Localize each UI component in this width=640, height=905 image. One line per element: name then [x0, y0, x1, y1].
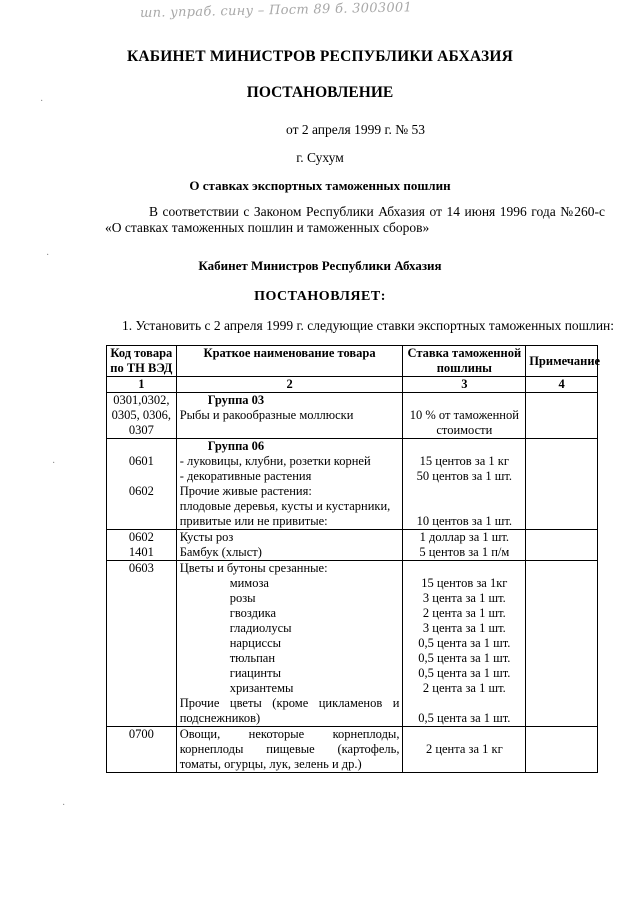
column-numbers-row: [107, 377, 598, 393]
rate-cell: [403, 561, 526, 727]
note-cell: [526, 393, 598, 439]
header-rate: Ставка таможенной пошлины: [403, 346, 526, 377]
name-cell: [176, 561, 403, 727]
goods-name: - декоративные растения: [179, 469, 312, 483]
header-name: Краткое наименование товара: [176, 346, 403, 377]
table-row-vegetables: [107, 727, 598, 773]
column-number: 3: [403, 377, 526, 393]
code-line: 0602: [128, 530, 154, 544]
rate-cell: [403, 393, 526, 439]
flower-name: гладиолусы: [229, 621, 292, 635]
rate-line: 50 центов за 1 шт.: [416, 469, 513, 483]
rate-line: 10 % от таможенной: [409, 408, 519, 422]
scan-speck: ·: [46, 250, 50, 261]
clause-1: 1. Установить с 2 апреля 1999 г. следующие ставки экспортных таможенных пошлин:: [122, 318, 615, 333]
note-cell: [526, 530, 598, 561]
group-label: Группа 03: [207, 393, 265, 407]
code-line: 0601: [128, 454, 154, 468]
document-city: г. Сухум: [296, 150, 344, 165]
note-cell: [526, 727, 598, 773]
flower-name: нарциссы: [229, 636, 282, 650]
name-cell: [176, 393, 403, 439]
table-row-group-06: [107, 439, 598, 530]
table-row-cut-flowers: [107, 561, 598, 727]
goods-name: Кусты роз: [179, 530, 234, 544]
code-cell: [107, 530, 177, 561]
document-type: ПОСТАНОВЛЕНИЕ: [246, 84, 394, 101]
document-date-number: от 2 апреля 1999 г. № 53: [286, 122, 425, 137]
rate-line: 3 цента за 1 шт.: [422, 591, 506, 605]
code-line: 0301,0302,: [113, 393, 170, 407]
code-line: 0305, 0306,: [111, 408, 172, 422]
note-cell: [526, 439, 598, 530]
code-cell: 0603: [107, 561, 177, 727]
rate-cell: [403, 530, 526, 561]
code-cell: 0700: [107, 727, 177, 773]
rate-line: 3 цента за 1 шт.: [422, 621, 506, 635]
note-cell: [526, 561, 598, 727]
table-header-row: [107, 346, 598, 377]
organization-title: КАБИНЕТ МИНИСТРОВ РЕСПУБЛИКИ АБХАЗИЯ: [126, 48, 514, 65]
issuing-authority: Кабинет Министров Республики Абхазия: [198, 258, 442, 273]
column-number: 2: [176, 377, 403, 393]
flower-name: гвоздика: [229, 606, 277, 620]
header-note: Примечание: [526, 346, 598, 377]
goods-name: плодовые деревья, кусты и кустарники,: [179, 499, 391, 513]
scan-speck: ·: [62, 800, 66, 811]
flower-name: розы: [229, 591, 256, 605]
rate-line: 0,5 цента за 1 шт.: [418, 636, 511, 650]
rate-cell: 2 цента за 1 кг: [403, 727, 526, 773]
goods-name: Прочие живые растения:: [179, 484, 312, 498]
header-code: Код товара по ТН ВЭД: [107, 346, 177, 377]
flower-name: гиацинты: [229, 666, 281, 680]
rate-cell: [403, 439, 526, 530]
code-line: 1401: [128, 545, 154, 559]
flower-name: мимоза: [229, 576, 269, 590]
code-cell: [107, 393, 177, 439]
rate-line: 0,5 цента за 1 шт.: [418, 651, 511, 665]
preamble-paragraph: В соответствии с Законом Республики Абхазия от 14 июня 1996 года №260-с «О ставках таможенных пошлин и таможенных сборов»: [105, 204, 605, 235]
document-subject: О ставках экспортных таможенных пошлин: [189, 178, 451, 193]
column-number: 4: [526, 377, 598, 393]
rate-line: 0,5 цента за 1 шт.: [418, 711, 511, 725]
rate-line: 15 центов за 1 кг: [419, 454, 509, 468]
goods-name: Рыбы и ракообразные моллюски: [179, 408, 354, 422]
goods-name: Цветы и бутоны срезанные:: [179, 561, 328, 575]
goods-name: - луковицы, клубни, розетки корней: [179, 454, 371, 468]
name-cell: Овощи, некоторые корнеплоды, корнеплоды пищевые (картофель, томаты, огурцы, лук, зелень и др.): [176, 727, 403, 773]
column-number: 1: [107, 377, 177, 393]
scan-speck: ·: [52, 458, 56, 469]
flower-name: тюльпан: [229, 651, 276, 665]
group-label: Группа 06: [207, 439, 265, 453]
rate-line: 5 центов за 1 п/м: [419, 545, 510, 559]
rate-line: 2 цента за 1 шт.: [422, 681, 506, 695]
rate-line: 15 центов за 1кг: [421, 576, 508, 590]
table-row-group-03: [107, 393, 598, 439]
name-cell: [176, 530, 403, 561]
rate-line: 1 доллар за 1 шт.: [419, 530, 510, 544]
export-duty-rates-table: [106, 345, 601, 773]
rate-line: 10 центов за 1 шт.: [416, 514, 513, 528]
code-line: 0307: [128, 423, 154, 437]
name-cell: [176, 439, 403, 530]
code-line: 0602: [128, 484, 154, 498]
rate-line: стоимости: [436, 423, 493, 437]
handwritten-archive-note: шп. упраб. сину – Пост 89 б. 3003001: [139, 0, 413, 21]
goods-name: Бамбук (хлыст): [179, 545, 262, 559]
resolves-heading: ПОСТАНОВЛЯЕТ:: [254, 289, 386, 304]
rate-line: 0,5 цента за 1 шт.: [418, 666, 511, 680]
flower-name: хризантемы: [229, 681, 294, 695]
code-cell: [107, 439, 177, 530]
goods-name: привитые или не привитые:: [179, 514, 328, 528]
table-row-roses-bamboo: [107, 530, 598, 561]
rate-line: 2 цента за 1 шт.: [422, 606, 506, 620]
goods-name: Прочие цветы (кроме цикламенов и подснежников): [179, 696, 400, 725]
scan-speck: ·: [40, 96, 44, 107]
